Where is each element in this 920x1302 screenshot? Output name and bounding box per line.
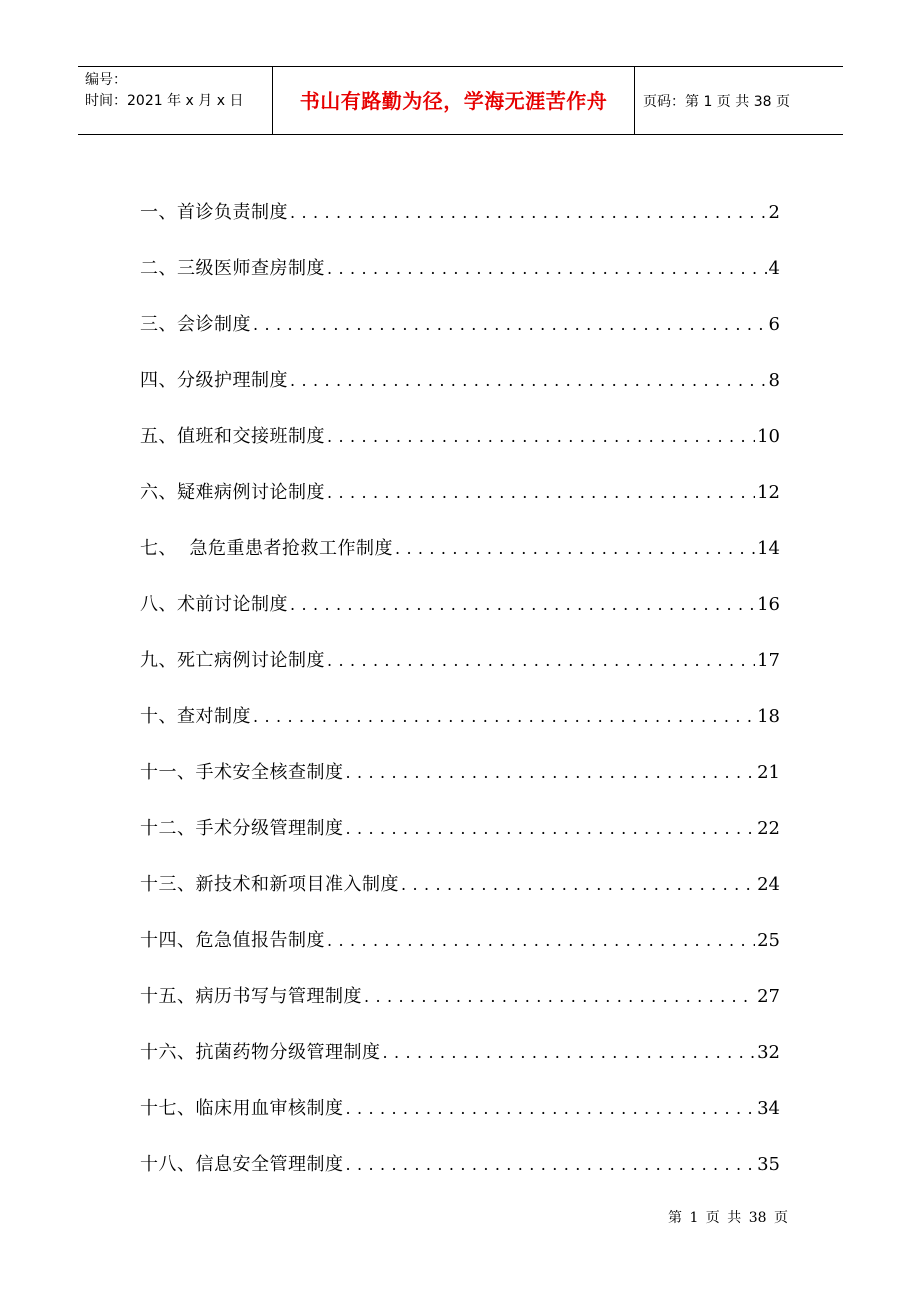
toc-entry[interactable] (140, 1038, 780, 1094)
toc-entry-title: 十七、临床用血审核制度 (140, 1098, 344, 1119)
toc-leader-dots (290, 595, 755, 614)
toc-entry-page-number: 32 (757, 1042, 780, 1063)
header-motto: 书山有路勤为径，学海无涯苦作舟 (299, 89, 608, 113)
toc-entry-page-number: 10 (757, 426, 780, 447)
toc-leader-dots (290, 203, 767, 222)
toc-entry-page-number: 6 (768, 314, 780, 335)
table-of-contents (140, 198, 780, 1206)
toc-leader-dots (327, 483, 755, 502)
toc-entry-page-number: 24 (757, 874, 780, 895)
toc-leader-dots (253, 315, 767, 334)
toc-entry[interactable] (140, 926, 780, 982)
header-motto-cell (273, 67, 635, 134)
toc-entry[interactable] (140, 422, 780, 478)
toc-entry-title: 二、三级医师查房制度 (140, 258, 325, 279)
toc-leader-dots (327, 651, 755, 670)
toc-entry[interactable] (140, 1094, 780, 1150)
toc-entry-title: 十三、新技术和新项目准入制度 (140, 874, 399, 895)
toc-entry-page-number: 2 (768, 202, 780, 223)
toc-leader-dots (364, 987, 755, 1006)
toc-entry-title: 十、查对制度 (140, 706, 251, 727)
toc-leader-dots (383, 1043, 756, 1062)
toc-entry-page-number: 16 (757, 594, 780, 615)
toc-entry[interactable] (140, 534, 780, 590)
toc-entry-title: 十六、抗菌药物分级管理制度 (140, 1042, 381, 1063)
toc-entry[interactable] (140, 982, 780, 1038)
toc-leader-dots (327, 427, 755, 446)
page-header (78, 66, 843, 135)
toc-entry-page-number: 18 (757, 706, 780, 727)
header-meta (78, 67, 273, 134)
toc-entry-page-number: 4 (768, 258, 780, 279)
toc-leader-dots (253, 707, 755, 726)
toc-entry-title: 七、 急危重患者抢救工作制度 (140, 538, 393, 559)
header-page-info-cell (635, 67, 843, 134)
toc-entry[interactable] (140, 1150, 780, 1206)
toc-entry-title: 十五、病历书写与管理制度 (140, 986, 362, 1007)
toc-entry-title: 九、死亡病例讨论制度 (140, 650, 325, 671)
toc-entry[interactable] (140, 870, 780, 926)
toc-entry-page-number: 27 (757, 986, 780, 1007)
toc-entry-page-number: 17 (757, 650, 780, 671)
toc-entry[interactable] (140, 702, 780, 758)
toc-entry-title: 三、会诊制度 (140, 314, 251, 335)
toc-leader-dots (395, 539, 755, 558)
toc-entry-page-number: 35 (757, 1154, 780, 1175)
toc-entry-title: 十四、危急值报告制度 (140, 930, 325, 951)
toc-entry[interactable] (140, 590, 780, 646)
toc-leader-dots (327, 259, 767, 278)
toc-entry-title: 六、疑难病例讨论制度 (140, 482, 325, 503)
toc-entry-page-number: 14 (757, 538, 780, 559)
toc-entry[interactable] (140, 310, 780, 366)
document-number-label: 编号： (85, 72, 127, 88)
toc-entry-page-number: 25 (757, 930, 780, 951)
toc-entry-title: 十八、信息安全管理制度 (140, 1154, 344, 1175)
toc-entry[interactable] (140, 478, 780, 534)
toc-entry-title: 十二、手术分级管理制度 (140, 818, 344, 839)
toc-entry[interactable] (140, 758, 780, 814)
toc-entry[interactable] (140, 646, 780, 702)
toc-entry-page-number: 34 (757, 1098, 780, 1119)
toc-entry-page-number: 8 (768, 370, 780, 391)
toc-entry[interactable] (140, 254, 780, 310)
document-date-label: 时间：2021 年 x 月 x 日 (85, 93, 244, 109)
toc-leader-dots (327, 931, 755, 950)
header-page-info: 页码：第 1 页 共 38 页 (643, 93, 790, 110)
toc-leader-dots (401, 875, 755, 894)
toc-entry-title: 四、分级护理制度 (140, 370, 288, 391)
toc-entry-title: 五、值班和交接班制度 (140, 426, 325, 447)
toc-entry-page-number: 21 (757, 762, 780, 783)
toc-entry-title: 一、首诊负责制度 (140, 202, 288, 223)
toc-entry-page-number: 22 (757, 818, 780, 839)
toc-leader-dots (346, 763, 756, 782)
toc-entry-page-number: 12 (757, 482, 780, 503)
page-footer: 第 1 页 共 38 页 (668, 1210, 788, 1226)
toc-leader-dots (346, 1099, 756, 1118)
toc-entry[interactable] (140, 814, 780, 870)
toc-entry-title: 八、术前讨论制度 (140, 594, 288, 615)
toc-leader-dots (290, 371, 767, 390)
toc-entry[interactable] (140, 366, 780, 422)
toc-leader-dots (346, 1155, 756, 1174)
toc-entry-title: 十一、手术安全核查制度 (140, 762, 344, 783)
toc-entry[interactable] (140, 198, 780, 254)
toc-leader-dots (346, 819, 756, 838)
